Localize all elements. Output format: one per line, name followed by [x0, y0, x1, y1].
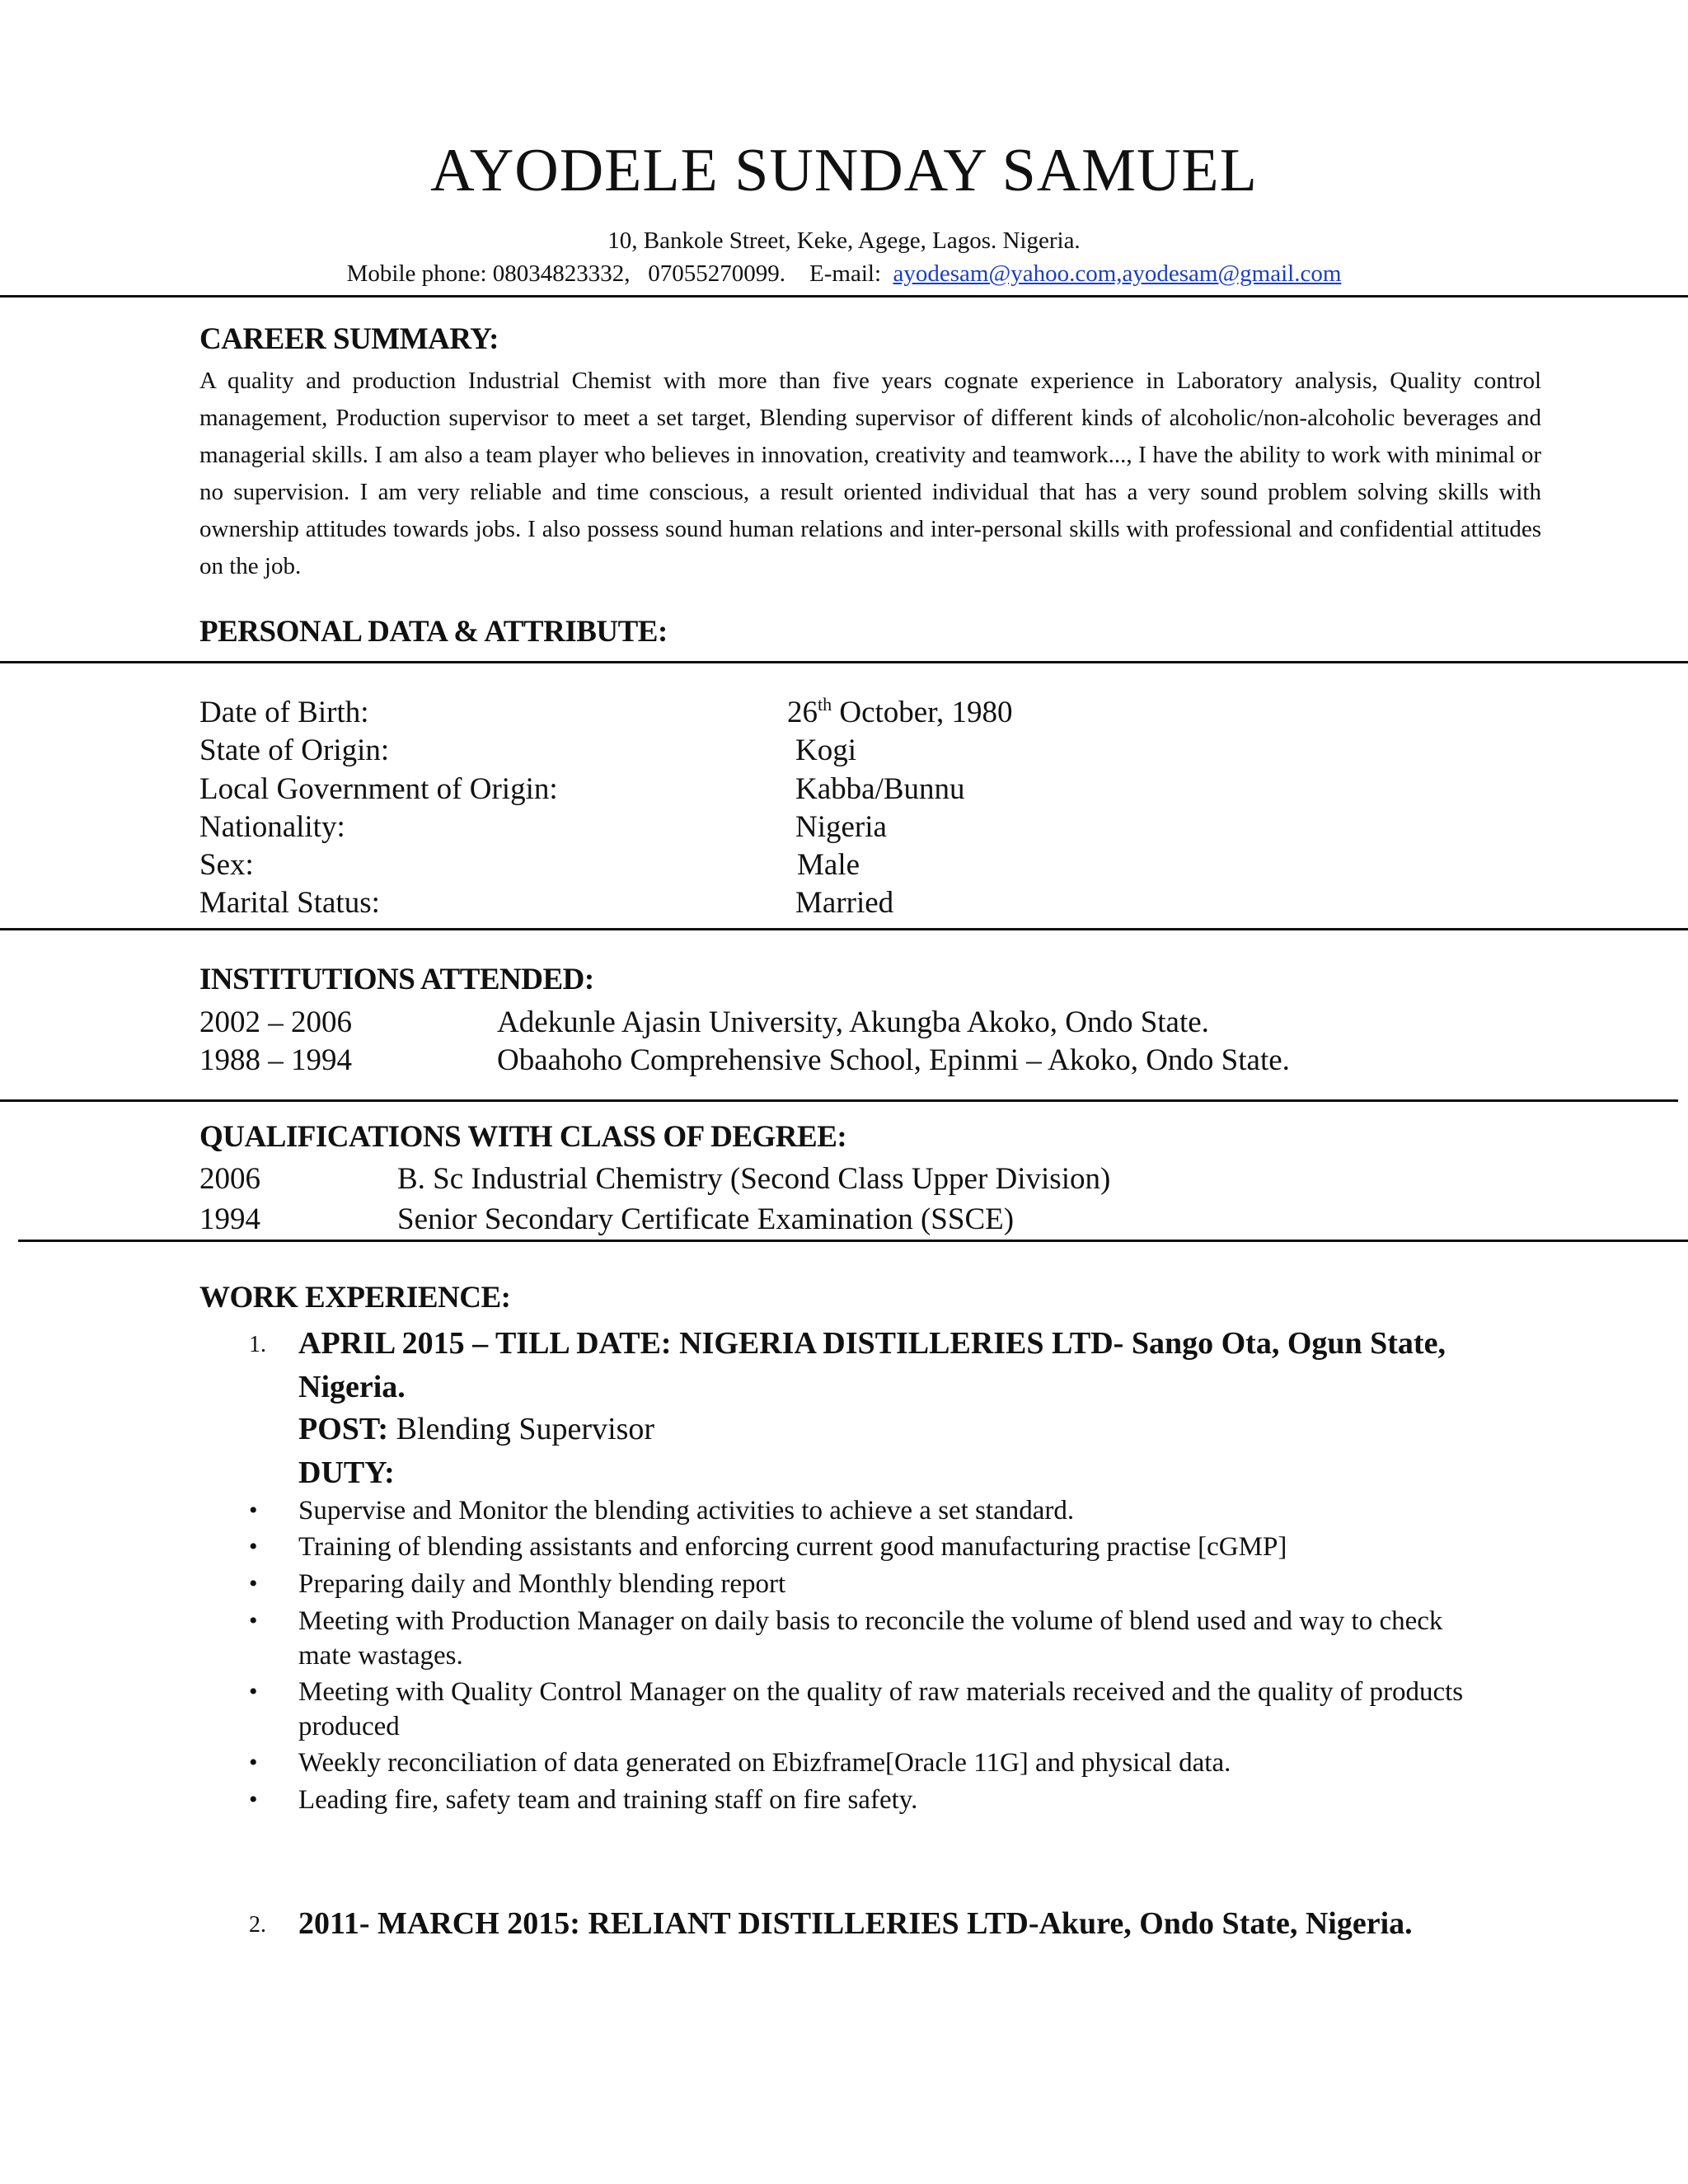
duty-label	[298, 1457, 395, 1488]
personal-value-nationality: Nigeria	[795, 810, 887, 844]
career-summary-text: A quality and production Industrial Chemist with more than five years cognate experience in Laboratory analysis, Quality control management, Production supervisor to meet a set target, Blending supervisor of different kinds of alcoholic/non-alcoholic beverages and managerial skills. I am also a team player who believes in innovation, creativity and teamwork..., I have the ability to work with minimal or no supervision. I am very reliable and time conscious, a result oriented individual that has a very sound problem solving skills with ownership attitudes towards jobs. I also possess sound human relations and inter-personal skills with professional and confidential attitudes on the job.	[199, 368, 1541, 579]
personal-label-dob: Date of Birth:	[199, 696, 369, 729]
dob-rest: October, 1980	[832, 696, 1013, 729]
institution-years: 1988 – 1994	[199, 1043, 352, 1077]
email-link[interactable]: ayodesam@yahoo.com,ayodesam@gmail.com	[893, 260, 1342, 287]
job-title: 2011- MARCH 2015: RELIANT DISTILLERIES LTD-Akure, Ondo State, Nigeria.	[298, 1906, 1413, 1941]
job-number: 1.	[249, 1332, 266, 1357]
job-title: APRIL 2015 – TILL DATE: NIGERIA DISTILLERIES LTD- Sango Ota, Ogun State, Nigeria.	[298, 1326, 1446, 1404]
personal-value-sex: Male	[797, 848, 860, 882]
personal-data-bottom-divider	[0, 928, 1688, 930]
personal-value-state: Kogi	[795, 733, 856, 767]
duty-item: Weekly reconciliation of data generated on Ebizframe[Oracle 11G] and physical data.	[298, 1748, 1231, 1778]
personal-label-marital: Marital Status:	[199, 886, 380, 920]
bullet-icon: •	[249, 1497, 258, 1524]
candidate-name: AYODELE SUNDAY SAMUEL	[430, 137, 1258, 204]
qualifications-divider	[18, 1240, 1688, 1242]
bullet-icon: •	[249, 1678, 258, 1705]
personal-label-nationality: Nationality:	[199, 810, 345, 844]
post-value: Blending Supervisor	[388, 1412, 655, 1446]
contact-line	[0, 262, 1688, 286]
dob-day: 26	[787, 696, 818, 729]
duty-item: Preparing daily and Monthly blending report	[298, 1569, 786, 1599]
duty-item: Supervise and Monitor the blending activities to achieve a set standard.	[298, 1496, 1075, 1526]
bullet-icon: •	[249, 1533, 258, 1560]
duty-label-text: DUTY:	[298, 1455, 395, 1490]
work-experience-heading: WORK EXPERIENCE:	[199, 1281, 511, 1315]
job-post	[298, 1413, 654, 1445]
job-number: 2.	[249, 1912, 266, 1938]
qualification-name: Senior Secondary Certificate Examination (SSCE)	[397, 1202, 1015, 1236]
qualification-year: 1994	[199, 1202, 260, 1236]
duty-item: Meeting with Production Manager on daily basis to reconcile the volume of blend used and way to check mate wastages.	[298, 1606, 1443, 1671]
qualification-year: 2006	[199, 1162, 260, 1196]
institution-name: Obaahoho Comprehensive School, Epinmi – Akoko, Ondo State.	[497, 1043, 1290, 1077]
personal-value-dob	[787, 694, 1013, 729]
qualification-name: B. Sc Industrial Chemistry (Second Class Upper Division)	[397, 1162, 1111, 1196]
career-summary-heading: CAREER SUMMARY:	[199, 322, 499, 356]
duty-item: Training of blending assistants and enforcing current good manufacturing practise [cGMP]	[298, 1532, 1287, 1562]
personal-label-lga: Local Government of Origin:	[199, 772, 558, 806]
personal-value-marital: Married	[795, 886, 894, 920]
institutions-heading: INSTITUTIONS ATTENDED:	[199, 963, 594, 996]
post-label: POST:	[298, 1412, 389, 1446]
header-divider	[0, 295, 1688, 298]
address: 10, Bankole Street, Keke, Agege, Lagos. Nigeria.	[607, 227, 1081, 254]
qualifications-heading: QUALIFICATIONS WITH CLASS OF DEGREE:	[199, 1120, 847, 1154]
duty-item: Leading fire, safety team and training staff on fire safety.	[298, 1785, 918, 1815]
personal-label-state: State of Origin:	[199, 733, 390, 767]
institution-name: Adekunle Ajasin University, Akungba Akoko, Ondo State.	[497, 1005, 1209, 1039]
duty-item: Meeting with Quality Control Manager on the quality of raw materials received and the quality of products produced	[298, 1677, 1464, 1741]
personal-value-lga: Kabba/Bunnu	[795, 772, 965, 806]
personal-data-heading: PERSONAL DATA & ATTRIBUTE:	[199, 615, 668, 649]
institutions-divider	[0, 1099, 1678, 1102]
personal-label-sex: Sex:	[199, 848, 254, 882]
bullet-icon: •	[249, 1570, 258, 1597]
institution-years: 2002 – 2006	[199, 1005, 352, 1039]
contact-phones: Mobile phone: 08034823332, 07055270099. E-mail:	[346, 260, 893, 287]
personal-data-divider	[0, 661, 1688, 663]
bullet-icon: •	[249, 1786, 258, 1813]
bullet-icon: •	[249, 1749, 258, 1776]
bullet-icon: •	[249, 1607, 258, 1634]
dob-ordinal: th	[818, 694, 832, 715]
